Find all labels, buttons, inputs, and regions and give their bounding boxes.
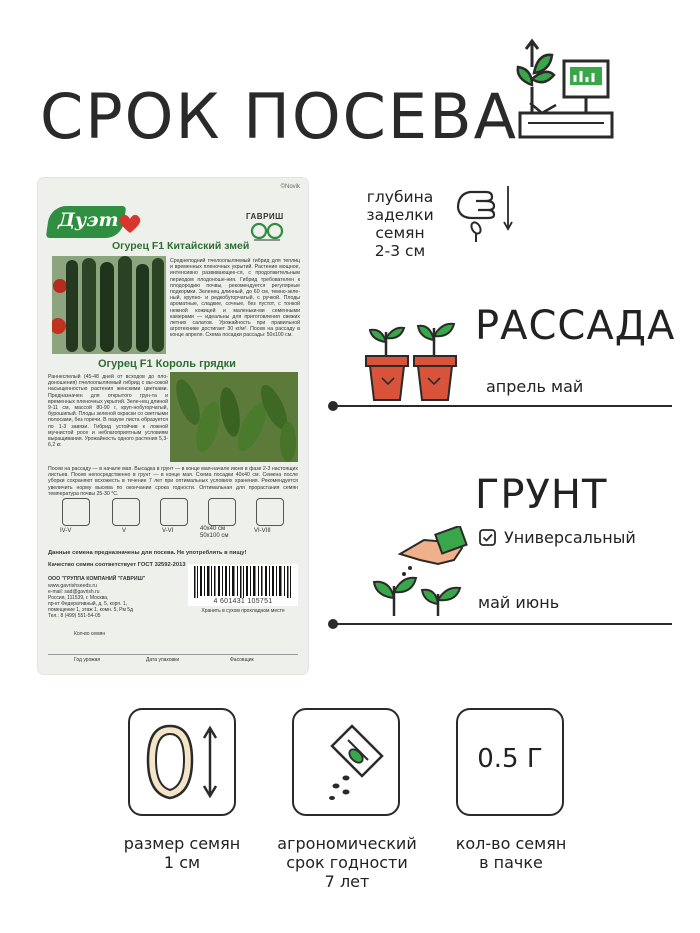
packer-label: Фасовщик: [230, 657, 254, 663]
cucumber-photo-1: [52, 256, 166, 354]
smart-farm-icon: [512, 35, 622, 145]
packet-site: www.gavrishseeds.ru: [48, 583, 98, 589]
packet-gost: Качество семян соответствует ГОСТ 32592-2013: [48, 562, 186, 568]
shelf-life-caption-line-2: срок годности: [286, 853, 408, 872]
seed-size-caption: [100, 834, 264, 872]
harvest-icon: [256, 498, 284, 526]
seed-size-caption-line-2: 1 см: [163, 853, 201, 872]
packet-divider: [48, 654, 298, 655]
icon-label-5: VI-VIII: [254, 528, 271, 534]
shelf-life-caption-line-1: агрономический: [277, 834, 417, 853]
depth-line-2: заделки: [366, 206, 434, 224]
sowing-instructions: Посев на рассаду — в начале мая. Высадка в грунт — в конце мая-начале июня в фазе 2-3 настоящих листьев. Посев непосредственно в грунт — в конце мая. Схема посадки 40х40 см. Семена после уборки сохраняют всхожесть в течение 7 лет при оптимальных условиях хранения. Рекомендуется увеличить норму высева по окончании срока годности. Оптимальная для прорастания семян температура почвы 25-30 °С.: [48, 466, 298, 497]
packet-corner-note: ©Novik: [280, 184, 300, 190]
shelf-life-caption-line-3: 7 лет: [324, 872, 370, 891]
icon-label-4: 40х40 см 50х100 см: [200, 526, 229, 539]
seed-size-icon: [142, 720, 226, 804]
icon-label-1: IV-V: [60, 528, 72, 534]
variety1-title: Огурец F1 Китайский змей: [112, 240, 250, 252]
variety1-description: Среднеподний пчелоопыляемый гибрид для теплиц и временных пленочных укрытий. Растение мощное, интенсивно развивающее-ся, с продолжительным периодом плодоноше-ния. Гибрид требователен к плодородию почвы, рекомендуется регулярные подкормки. Зеленец длинный, до 60 см, темно-зеле-ный, крупно- и редкобугорчатый, с ручкой. Плоды ароматные, сладкие, сочные, без пустот, с тонкой нежной кожицей и маленьки-ми семенными камерами — идеальны для приготовления свежих летних салатов. Урожайность при правильной агротехнике достигает 30 кг/м². Посев на рассаду в конце апреля. Схема посадки рассады: 50х100 см.: [170, 258, 300, 339]
soil-type: Универсальный: [504, 528, 636, 547]
seedling-months: апрель май: [486, 377, 584, 396]
seed-amount-box: [456, 708, 564, 816]
seedling-icon: [160, 498, 188, 526]
seed-amount-caption: [432, 834, 590, 872]
sowing-depth-label: [355, 188, 445, 260]
shelf-life-caption: [262, 834, 432, 891]
variety2-title: Огурец F1 Король грядки: [98, 358, 236, 370]
hand-planting-icon: [370, 526, 470, 620]
shelf-life-box: [292, 708, 400, 816]
seed-size-box: [128, 708, 236, 816]
packet-address: e-mail: sad@gavrish.ru Россия, 111539, г. Москва, пр-кт Федеративный, д. 5, корп. 1, помещение 1, этаж 1, комн. 5, Рм 5д Тел.: 8 (499) 551-54-05: [48, 589, 133, 619]
seed-amount-caption-line-2: в пачке: [479, 853, 543, 872]
seed-bag-icon: [306, 720, 390, 804]
seed-weight-value: 0.5 Г: [477, 744, 543, 774]
qty-label: Кол-во семян: [74, 631, 106, 637]
hand-sowing-seed-icon: [452, 180, 514, 244]
packet-warning: Данные семена предназначены для посева. Не употреблять в пищу!: [48, 550, 247, 556]
seed-sowing-icon: [112, 498, 140, 526]
spacing-icon: [208, 498, 236, 526]
ground-divider-dot: [328, 619, 338, 629]
barcode-number: 4 601431 105751: [213, 598, 273, 605]
depth-line-1: глубина: [366, 188, 434, 206]
heart-icon: [118, 212, 142, 234]
ground-months: май июнь: [478, 593, 560, 612]
seedling-divider: [336, 405, 672, 407]
variety2-description: Раннеспелый (45-48 дней от всходов до пло-доношения) пчелоопыляемый гибрид с вы-сокой насыщенностью растения женскими цветками. Предназначен для открытого грун-та и временных пленочных укрытий. Зеле-нец длиной 9-11 см, массой 80-90 г, круп-нобугорчатый, бурошипый. Плоды зеленой окраски со светлыми полосами, без горечи. В пазухе листа образуется по 1-3 завязи. Гибрид устойчив к ложной мучнистой росе и неблагоприятным условиям выращивания. Урожайность одного растения 5,3-6,2 кг.: [48, 374, 168, 449]
maker-name: ГАВРИШ: [246, 212, 284, 221]
seed-size-caption-line-1: размер семян: [123, 834, 241, 853]
ground-section-title: ГРУНТ: [475, 472, 608, 518]
cucumber-photo-2: [170, 372, 298, 462]
seedling-pots-icon: [362, 318, 466, 404]
icon-label-2: V: [122, 528, 127, 534]
icon-label-3: V-VI: [162, 528, 174, 534]
depth-line-4: 2-3 см: [374, 242, 426, 260]
seed-packet-image: [38, 178, 308, 674]
year-label: Год урожая: [74, 657, 101, 663]
sowing-icon-row: [48, 498, 300, 548]
seedling-section-title: РАССАДА: [475, 303, 676, 349]
seedling-divider-dot: [328, 401, 338, 411]
checkbox-checked-icon: [478, 528, 498, 548]
brand-name: Дуэт: [58, 209, 119, 231]
seed-amount-caption-line-1: кол-во семян: [455, 834, 567, 853]
depth-line-3: семян: [375, 224, 425, 242]
pot-icon: [62, 498, 90, 526]
ground-divider: [336, 623, 672, 625]
packet-company: ООО "ГРУППА КОМПАНИЙ "ГАВРИШ": [48, 576, 146, 582]
storage-note: Хранить в сухом прохладном месте: [201, 608, 285, 614]
date-label: Дата упаковки: [146, 657, 180, 663]
page-title: СРОК ПОСЕВА: [40, 80, 519, 153]
